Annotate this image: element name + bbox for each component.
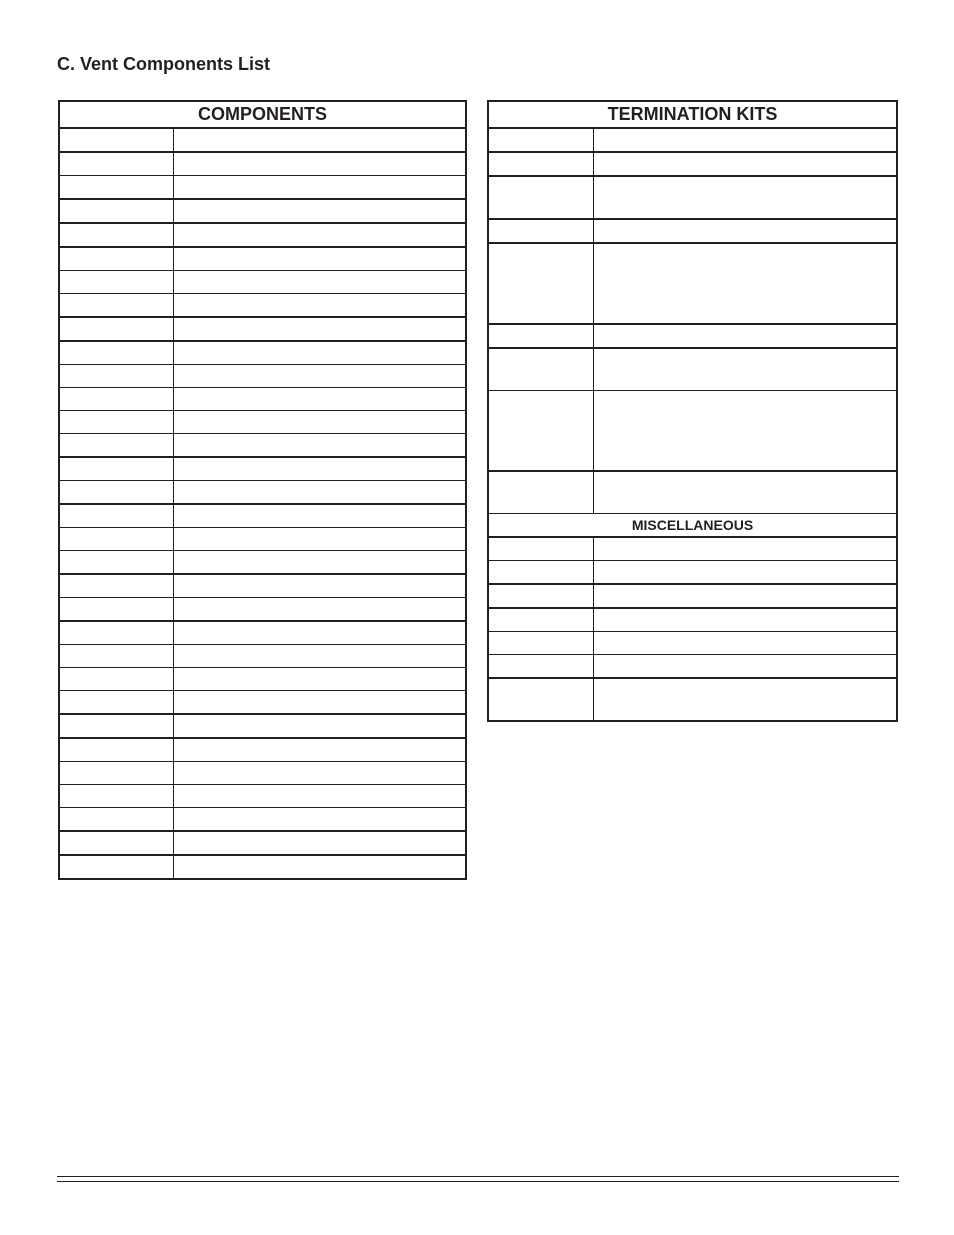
component-part-number-cell [59,434,174,458]
termination-kit-row [488,128,897,152]
component-description-cell [174,808,466,832]
termination-kit-part-number-cell [488,243,594,324]
termination-kits-header: TERMINATION KITS [488,101,897,128]
component-row [59,388,466,411]
termination-kit-part-number-cell [488,391,594,472]
component-row [59,411,466,434]
component-description-cell [174,411,466,434]
component-row [59,785,466,808]
component-description-cell [174,365,466,388]
termination-kit-part-number-cell [488,324,594,348]
component-part-number-cell [59,294,174,318]
component-description-cell [174,528,466,551]
component-description-cell [174,457,466,481]
component-row [59,504,466,528]
miscellaneous-description-cell [594,678,897,721]
component-part-number-cell [59,504,174,528]
component-part-number-cell [59,691,174,715]
termination-kit-description-cell [594,348,897,391]
component-part-number-cell [59,528,174,551]
component-description-cell [174,668,466,691]
component-row [59,481,466,505]
component-row [59,271,466,294]
miscellaneous-description-cell [594,537,897,561]
termination-kit-row [488,324,897,348]
component-part-number-cell [59,223,174,247]
component-description-cell [174,785,466,808]
component-description-cell [174,388,466,411]
component-row [59,434,466,458]
component-part-number-cell [59,598,174,622]
component-description-cell [174,504,466,528]
miscellaneous-row [488,678,897,721]
termination-kit-part-number-cell [488,348,594,391]
component-description-cell [174,714,466,738]
component-row [59,152,466,176]
component-description-cell [174,223,466,247]
component-description-cell [174,762,466,785]
component-row [59,738,466,762]
component-row [59,574,466,598]
component-description-cell [174,341,466,365]
component-part-number-cell [59,808,174,832]
termination-kit-description-cell [594,324,897,348]
component-part-number-cell [59,317,174,341]
component-row [59,762,466,785]
component-row [59,621,466,645]
termination-kit-row [488,348,897,391]
section-title: C. Vent Components List [57,54,271,74]
miscellaneous-row [488,655,897,679]
termination-kit-row [488,391,897,472]
component-part-number-cell [59,271,174,294]
component-row [59,223,466,247]
miscellaneous-part-number-cell [488,537,594,561]
miscellaneous-row [488,561,897,585]
component-description-cell [174,152,466,176]
component-row [59,808,466,832]
footer-rule [57,1176,899,1182]
component-row [59,457,466,481]
component-description-cell [174,271,466,294]
component-row [59,598,466,622]
component-part-number-cell [59,199,174,223]
miscellaneous-header: MISCELLANEOUS [488,514,897,538]
termination-kit-description-cell [594,471,897,514]
component-description-cell [174,199,466,223]
component-description-cell [174,831,466,855]
miscellaneous-part-number-cell [488,632,594,655]
component-row [59,528,466,551]
component-part-number-cell [59,457,174,481]
component-part-number-cell [59,621,174,645]
component-row [59,176,466,200]
termination-kit-part-number-cell [488,152,594,176]
termination-kit-part-number-cell [488,219,594,243]
miscellaneous-part-number-cell [488,608,594,632]
component-part-number-cell [59,411,174,434]
miscellaneous-row [488,537,897,561]
component-description-cell [174,434,466,458]
miscellaneous-description-cell [594,608,897,632]
component-description-cell [174,855,466,879]
component-row [59,341,466,365]
component-row [59,645,466,668]
component-part-number-cell [59,855,174,879]
component-description-cell [174,247,466,271]
component-part-number-cell [59,341,174,365]
miscellaneous-part-number-cell [488,678,594,721]
component-row [59,247,466,271]
component-row [59,831,466,855]
component-row [59,199,466,223]
termination-kits-table [487,100,898,722]
miscellaneous-body [488,537,897,721]
termination-kit-row [488,243,897,324]
miscellaneous-description-cell [594,584,897,608]
component-description-cell [174,691,466,715]
component-part-number-cell [59,738,174,762]
component-row [59,691,466,715]
component-row [59,317,466,341]
miscellaneous-row [488,584,897,608]
components-table [58,100,467,880]
miscellaneous-part-number-cell [488,655,594,679]
component-part-number-cell [59,574,174,598]
component-row [59,714,466,738]
component-description-cell [174,317,466,341]
termination-kit-description-cell [594,391,897,472]
miscellaneous-description-cell [594,561,897,585]
component-part-number-cell [59,762,174,785]
termination-kit-row [488,176,897,219]
component-description-cell [174,738,466,762]
component-description-cell [174,128,466,152]
termination-kit-part-number-cell [488,128,594,152]
component-part-number-cell [59,365,174,388]
miscellaneous-part-number-cell [488,584,594,608]
component-row [59,365,466,388]
termination-kits-body [488,128,897,514]
termination-kit-part-number-cell [488,471,594,514]
component-description-cell [174,621,466,645]
component-part-number-cell [59,152,174,176]
component-description-cell [174,176,466,200]
termination-kit-part-number-cell [488,176,594,219]
component-description-cell [174,481,466,505]
miscellaneous-row [488,608,897,632]
miscellaneous-description-cell [594,655,897,679]
termination-kit-description-cell [594,219,897,243]
miscellaneous-description-cell [594,632,897,655]
components-header: COMPONENTS [59,101,466,128]
component-part-number-cell [59,551,174,575]
termination-kit-description-cell [594,243,897,324]
termination-kit-description-cell [594,176,897,219]
component-description-cell [174,645,466,668]
component-row [59,668,466,691]
miscellaneous-part-number-cell [488,561,594,585]
component-description-cell [174,598,466,622]
component-description-cell [174,551,466,575]
component-part-number-cell [59,668,174,691]
termination-kit-row [488,471,897,514]
termination-kit-description-cell [594,128,897,152]
component-row [59,855,466,879]
component-description-cell [174,574,466,598]
component-part-number-cell [59,785,174,808]
component-row [59,294,466,318]
component-part-number-cell [59,176,174,200]
components-body [59,128,466,879]
termination-kit-row [488,152,897,176]
component-part-number-cell [59,714,174,738]
miscellaneous-row [488,632,897,655]
termination-kit-row [488,219,897,243]
component-row [59,128,466,152]
component-part-number-cell [59,831,174,855]
termination-kit-description-cell [594,152,897,176]
component-part-number-cell [59,128,174,152]
component-part-number-cell [59,481,174,505]
component-part-number-cell [59,247,174,271]
component-part-number-cell [59,645,174,668]
component-part-number-cell [59,388,174,411]
component-row [59,551,466,575]
component-description-cell [174,294,466,318]
